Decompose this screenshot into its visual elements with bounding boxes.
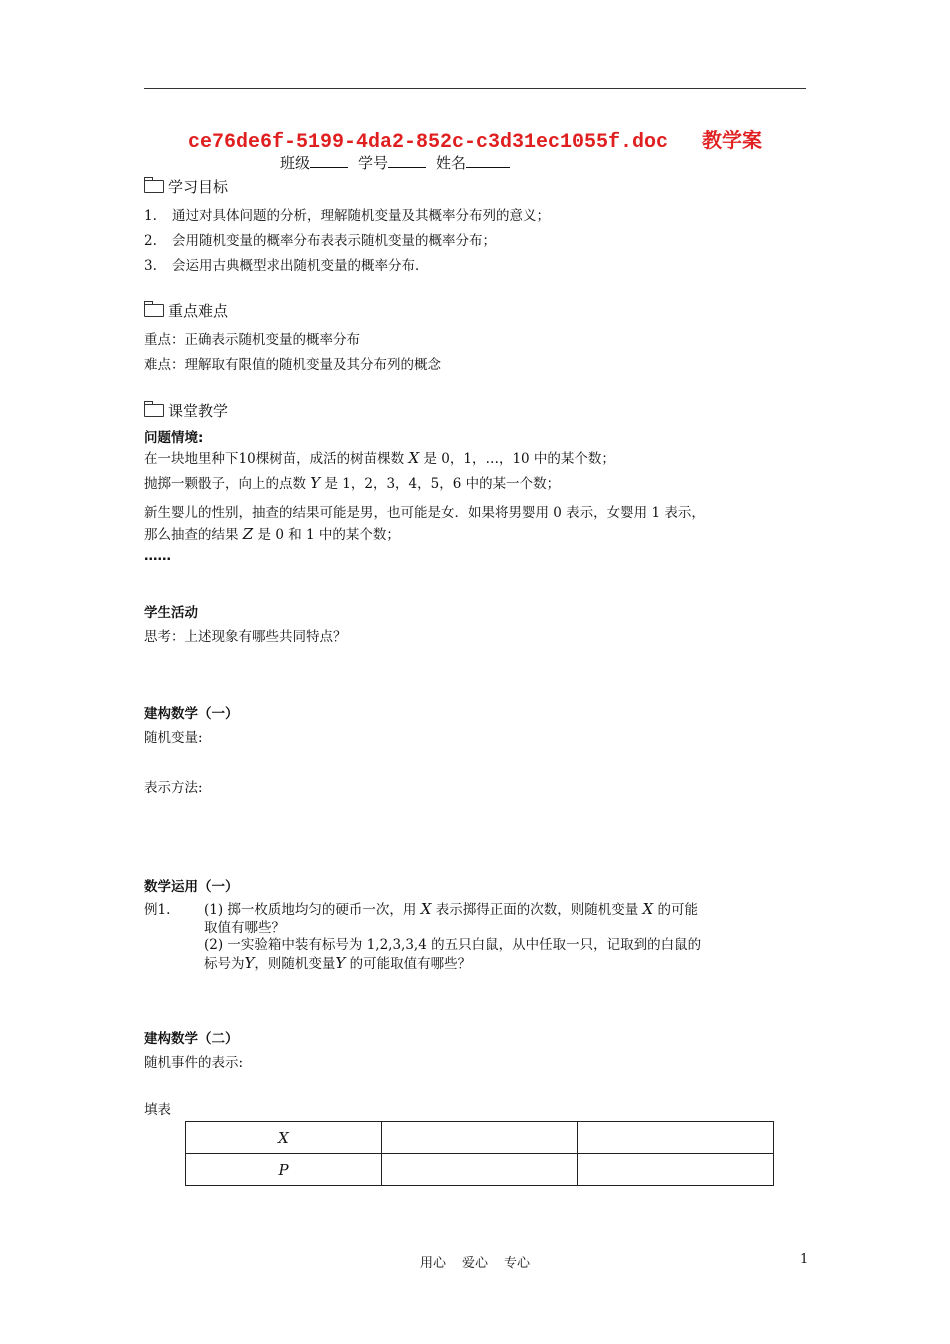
table-cell[interactable] bbox=[578, 1122, 774, 1154]
variable-y: Y bbox=[310, 474, 321, 492]
text: 在一块地里种下 bbox=[144, 451, 239, 467]
text: 是 0 和 1 中的某个数； bbox=[257, 527, 400, 543]
fill-table-label: 填表 bbox=[144, 1102, 171, 1118]
keypoints-heading-text: 重点难点 bbox=[168, 302, 229, 320]
text: 的可能 bbox=[657, 902, 698, 918]
name-label: 姓名 bbox=[436, 154, 467, 172]
variable-y: Y bbox=[335, 954, 346, 972]
random-variable-label: 随机变量: bbox=[144, 730, 203, 746]
table-header-x: X bbox=[186, 1122, 382, 1154]
table-cell[interactable] bbox=[382, 1122, 578, 1154]
header-rule bbox=[144, 88, 806, 89]
situation-line-3: 新生婴儿的性别，抽查的结果可能是男，也可能是女．如果将男婴用 0 表示，女婴用 1 表示， bbox=[144, 505, 705, 521]
document-filename: ce76de6f-5199-4da2-852c-c3d31ec1055f.doc bbox=[187, 131, 669, 154]
table-header-p: P bbox=[186, 1154, 382, 1186]
example1-part1-line1 bbox=[204, 898, 698, 918]
table-cell[interactable] bbox=[382, 1154, 578, 1186]
section-classroom-heading bbox=[144, 400, 228, 421]
situation-title: 问题情境: bbox=[144, 430, 204, 446]
number: 10 bbox=[238, 451, 256, 467]
variable-x: X bbox=[642, 900, 654, 918]
variable-y: Y bbox=[244, 954, 255, 972]
folder-icon bbox=[144, 180, 164, 193]
variable-x: X bbox=[408, 449, 420, 467]
table-row bbox=[186, 1154, 774, 1186]
section-keypoints-heading bbox=[144, 300, 228, 321]
text: 表示掷得正面的次数，则随机变量 bbox=[435, 902, 639, 918]
goal-text: 会用随机变量的概率分布表表示随机变量的概率分布； bbox=[172, 233, 496, 249]
text: 是 0，1，…，10 中的某个数； bbox=[423, 451, 615, 467]
text: (1) 掷一枚质地均匀的硬币一次，用 bbox=[204, 902, 417, 918]
goal-num: 3. bbox=[144, 258, 157, 274]
situation-line-1 bbox=[144, 447, 615, 467]
goal-item bbox=[144, 254, 429, 274]
activity-title: 学生活动 bbox=[144, 605, 198, 621]
text: 的可能取值有哪些？ bbox=[349, 956, 472, 972]
student-info-line bbox=[280, 152, 520, 173]
representation-label: 表示方法: bbox=[144, 780, 203, 796]
folder-icon bbox=[144, 404, 164, 417]
example1-part2-line2 bbox=[204, 952, 471, 972]
example1-part2-line1: (2) 一实验箱中装有标号为 1,2,3,3,4 的五只白鼠，从中任取一只，记取到的白鼠的 bbox=[204, 937, 702, 953]
document-title bbox=[144, 124, 806, 154]
goal-num: 2. bbox=[144, 233, 157, 249]
footer-word: 专心 bbox=[504, 1256, 531, 1271]
goal-item bbox=[144, 204, 550, 224]
goals-heading-text: 学习目标 bbox=[168, 178, 229, 196]
document-type: 教学案 bbox=[702, 128, 763, 152]
variable-z: Z bbox=[242, 525, 254, 543]
ellipsis: …… bbox=[144, 548, 171, 564]
goal-item bbox=[144, 229, 496, 249]
id-label: 学号 bbox=[358, 154, 389, 172]
activity-think: 思考：上述现象有哪些共同特点？ bbox=[144, 629, 347, 645]
example1-label: 例1. bbox=[144, 902, 171, 918]
class-blank[interactable] bbox=[310, 153, 348, 168]
text: 抛掷一颗骰子，向上的点数 bbox=[144, 476, 306, 492]
text: ，则随机变量 bbox=[254, 956, 336, 972]
goal-num: 1. bbox=[144, 208, 157, 224]
variable-x: X bbox=[420, 900, 432, 918]
key-point: 重点：正确表示随机变量的概率分布 bbox=[144, 332, 360, 348]
text: 那么抽查的结果 bbox=[144, 527, 239, 543]
footer-word: 用心 bbox=[419, 1256, 446, 1271]
distribution-table bbox=[185, 1121, 774, 1186]
table-row bbox=[186, 1122, 774, 1154]
construct2-title: 建构数学（二） bbox=[144, 1031, 239, 1047]
situation-line-2 bbox=[144, 472, 560, 492]
class-label: 班级 bbox=[280, 154, 311, 172]
folder-icon bbox=[144, 304, 164, 317]
apply1-title: 数学运用（一） bbox=[144, 879, 239, 895]
goal-text: 通过对具体问题的分析，理解随机变量及其概率分布列的意义； bbox=[172, 208, 550, 224]
random-event-label: 随机事件的表示: bbox=[144, 1055, 244, 1071]
situation-line-4 bbox=[144, 523, 400, 543]
difficult-point: 难点：理解取有限值的随机变量及其分布列的概念 bbox=[144, 357, 441, 373]
id-blank[interactable] bbox=[388, 153, 426, 168]
goal-text: 会运用古典概型求出随机变量的概率分布． bbox=[172, 258, 429, 274]
footer-word: 爱心 bbox=[461, 1256, 488, 1271]
name-blank[interactable] bbox=[466, 153, 510, 168]
text: 标号为 bbox=[204, 956, 245, 972]
classroom-heading-text: 课堂教学 bbox=[168, 402, 229, 420]
section-goals-heading bbox=[144, 176, 228, 197]
example1-part1-line2: 取值有哪些？ bbox=[204, 920, 285, 936]
construct1-title: 建构数学（一） bbox=[144, 706, 239, 722]
text: 棵树苗，成活的树苗棵数 bbox=[255, 451, 405, 467]
text: 是 1，2，3，4，5，6 中的某一个数； bbox=[324, 476, 561, 492]
page-number: 1 bbox=[800, 1252, 809, 1267]
table-cell[interactable] bbox=[578, 1154, 774, 1186]
